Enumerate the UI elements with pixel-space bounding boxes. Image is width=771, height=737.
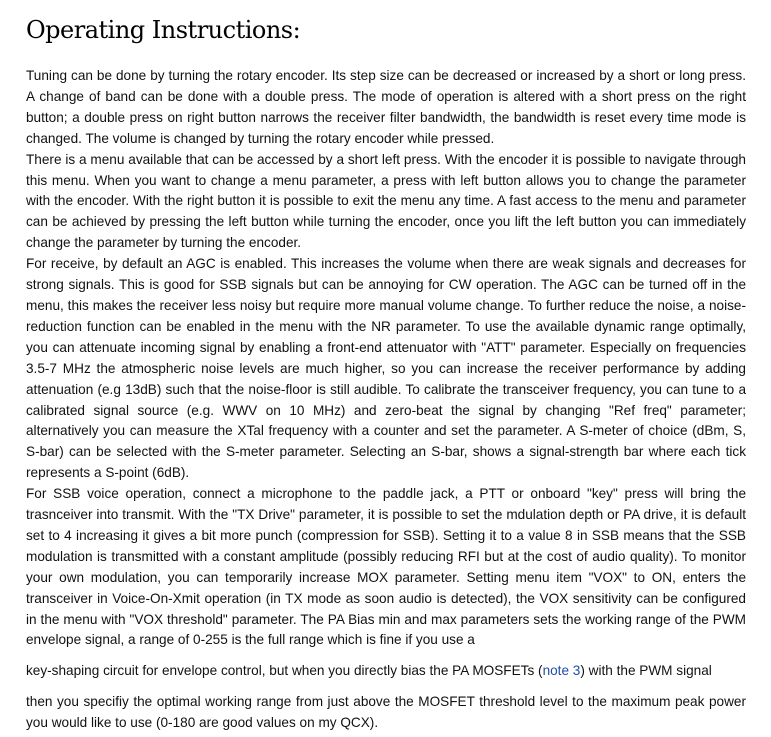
paragraph-tuning: Tuning can be done by turning the rotary encoder. Its step size can be decreased or increased by a short or long press. A change of band can be done with a double press. The mode of operation is altered with a short press on the right button; a double press on right button narrows the receiver filter bandwidth, the bandwidth is reset every time mode is changed. The volume is changed by turning the rotary encoder while pressed. bbox=[26, 68, 746, 146]
paragraph-receive: For receive, by default an AGC is enabled. This increases the volume when there are weak signals and decreases for strong signals. This is good for SSB signals but can be annoying for CW operation. The AGC can be turned off in the menu, this makes the receiver less noisy but require more manual volume change. To further reduce the noise, a noise-reduction function can be enabled in the menu with the NR parameter. To use the available dynamic range optimally, you can attenuate incoming signal by enabling a front-end attenuator with "ATT" parameter. Especially on frequencies 3.5-7 MHz the atmospheric noise levels are much higher, so you can increase the receiver performance by adding attenuation (e.g 13dB) such that the noise-floor is still audible. To calibrate the transceiver frequency, you can tune to a calibrated signal source (e.g. WWV on 10 MHz) and zero-beat the signal by changing "Ref freq" parameter; alternatively you can measure the XTal frequency with a counter and set the parameter. A S-meter of choice (dBm, S, S-bar) can be selected with the S-meter parameter. Selecting an S-bar, shows a signal-strength bar where each tick represents a S-point (6dB). bbox=[26, 256, 746, 481]
paragraph-menu: There is a menu available that can be accessed by a short left press. With the encoder it is possible to navigate through this menu. When you want to change a menu parameter, a press with left button allows you to change the parameter with the encoder. With the right button it is possible to exit the menu any time. A fast access to the menu and parameter can be achieved by pressing the left button while turning the encoder, once you lift the left button you can immediately change the parameter by turning the encoder. bbox=[26, 151, 746, 251]
note-3-link[interactable]: note 3 bbox=[542, 663, 581, 679]
page-title: Operating Instructions: bbox=[26, 16, 301, 44]
keyshaping-text-before: key-shaping circuit for envelope control, but when you directly bias the PA MOSFETs ( bbox=[26, 663, 543, 679]
keyshaping-text-after: ) with the PWM signal bbox=[580, 663, 712, 679]
paragraph-ssb-voice: For SSB voice operation, connect a microphone to the paddle jack, a PTT or onboard "key" press will bring the trasnceiver into transmit. With the "TX Drive" parameter, it is possible to set the mdulation depth or PA drive, it is default set to 4 increasing it gives a bit more punch (compression for SSB). Setting it to a value 8 in SSB means that the SSB modulation is transmitted with a constant amplitude (possibly reducing RFI but at the cost of audio quality). To monitor your own modulation, you can temporarily increase MOX parameter. Setting menu item "VOX" to ON, enters the transceiver in Voice-On-Xmit operation (in TX mode as soon audio is detected), the VOX sensitivity can be configured in the menu with "VOX threshold" parameter. The PA Bias min and max parameters sets the working range of the PWM envelope signal, a range of 0-255 is the full range which is fine if you use a bbox=[26, 486, 746, 648]
paragraph-ssb-keyshaping bbox=[26, 661, 746, 682]
paragraph-ssb-range: then you specifiy the optimal working range from just above the MOSFET threshold level to the maximum peak power you would like to use (0-180 are good values on my QCX). bbox=[26, 694, 746, 731]
document-body bbox=[26, 66, 746, 734]
